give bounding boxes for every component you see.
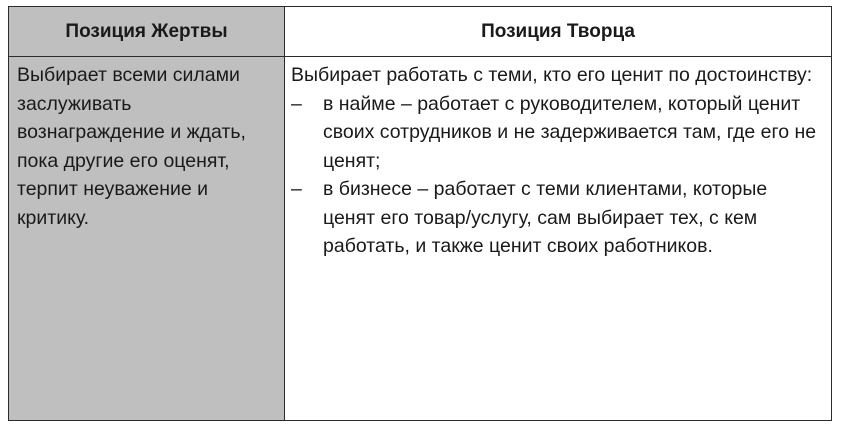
creator-intro: Выбирает работать с теми, кто его ценит по достоинству: — [291, 64, 813, 86]
dash-marker: – — [291, 92, 302, 115]
header-victim — [9, 7, 285, 57]
list-item-text: в бизнесе – работает с теми клиентами, которые ценят его товар/услугу, сам выбирает тех, с кем работать, и также ценит своих работников. — [323, 178, 768, 257]
victim-text: Выбирает всеми силами заслуживать вознаграждение и ждать, пока другие его оценят, терпит неуважение и критику. — [17, 64, 246, 229]
creator-cell — [285, 57, 831, 420]
list-item — [291, 90, 821, 176]
dash-marker: – — [291, 178, 302, 200]
header-creator-label: Позиция Творца — [481, 20, 635, 42]
victim-cell — [9, 57, 285, 420]
creator-list — [291, 90, 821, 261]
list-item-text: в найме – работает с руководителем, который ценит своих сотрудников и не задерживается там, где его не ценят; — [323, 92, 817, 172]
header-creator — [285, 7, 831, 57]
header-victim-label: Позиция Жертвы — [65, 20, 228, 42]
comparison-table — [8, 6, 832, 421]
list-item — [291, 175, 821, 261]
